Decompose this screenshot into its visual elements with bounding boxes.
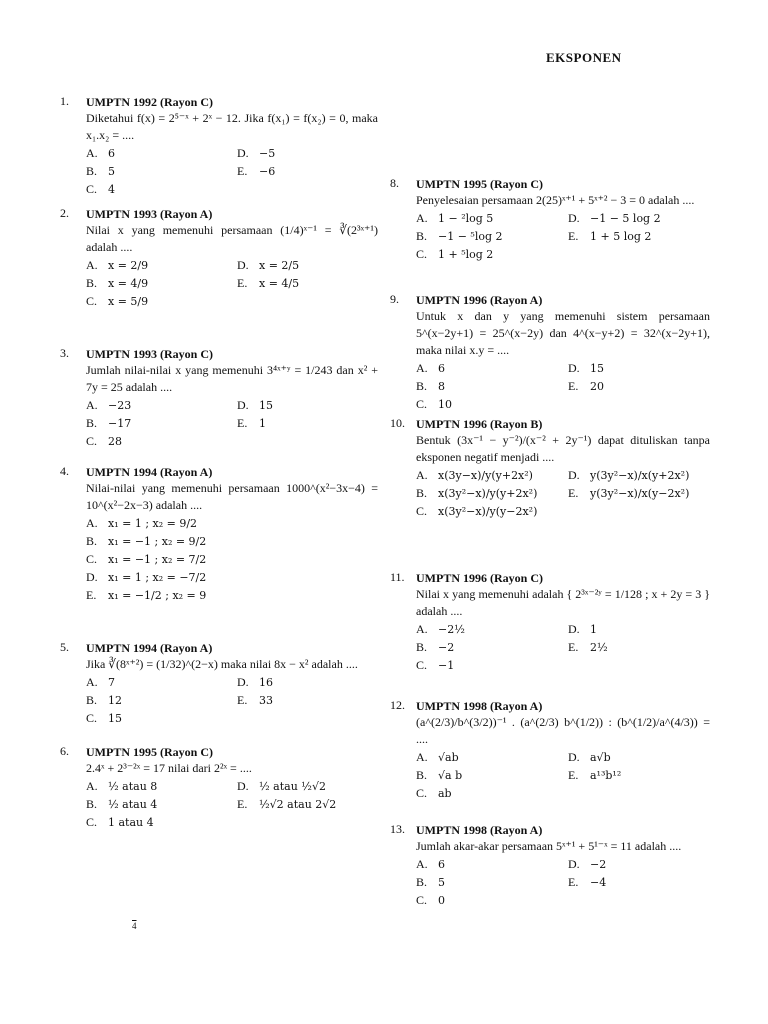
option-value: x = 4/5 [259, 277, 300, 290]
option-value: y(3y²−x)/x(y−2x²) [590, 487, 690, 500]
question-item [390, 292, 710, 413]
option-value: −1 − ⁵log 2 [438, 230, 503, 243]
option-letter: A. [416, 211, 428, 225]
option-letter: A. [86, 146, 98, 160]
question-body [86, 94, 378, 198]
option-letter: B. [86, 534, 98, 548]
option-letter: A. [416, 468, 428, 482]
question-body [416, 822, 710, 909]
answer-option [416, 874, 558, 891]
option-value: 0 [438, 894, 445, 907]
answer-option [416, 767, 558, 784]
answer-option [237, 145, 378, 162]
option-value: 6 [108, 147, 115, 160]
question-source: UMPTN 1995 (Rayon C) [86, 745, 213, 759]
option-letter: C. [86, 434, 98, 448]
question-item [60, 94, 378, 198]
option-list [416, 856, 710, 909]
option-value: 7 [108, 676, 115, 689]
question-text: Jika ∛(8ˣ⁺²) = (1/32)^(2−x) maka nilai 8x − x² adalah .... [86, 657, 358, 671]
question-item [390, 822, 710, 909]
question-source: UMPTN 1995 (Rayon C) [416, 177, 543, 191]
option-value: 28 [108, 435, 122, 448]
answer-option [416, 657, 558, 674]
option-value: x = 2/9 [108, 259, 149, 272]
option-letter: B. [86, 693, 98, 707]
option-value: a¹³b¹² [590, 769, 622, 782]
question-item [390, 570, 710, 674]
question-number: 10. [390, 416, 405, 430]
option-list [416, 467, 710, 520]
option-value: 20 [590, 380, 604, 393]
option-letter: A. [416, 857, 428, 871]
option-list [86, 257, 378, 310]
option-list [86, 145, 378, 198]
question-text: Jumlah akar-akar persamaan 5ˣ⁺¹ + 5¹⁻ˣ = 11 adalah .... [416, 839, 682, 853]
answer-option [86, 814, 227, 831]
option-letter: E. [237, 164, 248, 178]
option-value: 1 atau 4 [108, 816, 154, 829]
question-item [60, 464, 378, 604]
answer-option [86, 397, 227, 414]
option-value: 10 [438, 398, 452, 411]
option-value: 1 [259, 417, 266, 430]
option-letter: D. [237, 675, 249, 689]
question-source: UMPTN 1996 (Rayon B) [416, 417, 543, 431]
option-value: −6 [259, 165, 276, 178]
answer-option [568, 874, 710, 891]
option-letter: D. [237, 398, 249, 412]
option-value: 15 [108, 712, 122, 725]
option-letter: B. [416, 875, 428, 889]
answer-option [416, 396, 558, 413]
question-body [416, 698, 710, 802]
option-letter: B. [416, 379, 428, 393]
answer-option [86, 587, 378, 604]
answer-option [237, 163, 378, 180]
option-value: x = 4/9 [108, 277, 149, 290]
question-item [390, 698, 710, 802]
option-value: 1 + ⁵log 2 [438, 248, 494, 261]
answer-option [416, 785, 558, 802]
answer-option [568, 467, 710, 484]
option-letter: D. [237, 258, 249, 272]
option-value: −2 [438, 641, 455, 654]
question-source: UMPTN 1994 (Rayon A) [86, 465, 213, 479]
answer-option [237, 692, 378, 709]
option-letter: A. [86, 675, 98, 689]
option-letter: B. [86, 416, 98, 430]
question-body [416, 416, 710, 520]
question-body [86, 464, 378, 604]
answer-option [237, 796, 378, 813]
answer-option [416, 485, 558, 502]
option-value: 1 + 5 log 2 [590, 230, 652, 243]
question-item [60, 744, 378, 831]
option-list [416, 749, 710, 802]
option-letter: E. [86, 588, 97, 602]
answer-option [86, 551, 378, 568]
option-letter: C. [416, 786, 428, 800]
answer-option [86, 515, 378, 532]
answer-option [568, 621, 710, 638]
option-letter: D. [568, 750, 580, 764]
option-letter: C. [416, 397, 428, 411]
option-value: −1 − 5 log 2 [590, 212, 661, 225]
question-number: 2. [60, 206, 69, 220]
option-letter: D. [568, 857, 580, 871]
question-source: UMPTN 1996 (Rayon A) [416, 293, 543, 307]
answer-option [86, 163, 227, 180]
question-text: (a^(2/3)/b^(3/2))⁻¹ . (a^(2/3) b^(1/2)) : (b^(1/2)/a^(4/3)) = .... [416, 715, 710, 746]
option-letter: C. [416, 247, 428, 261]
answer-option [86, 674, 227, 691]
question-text: Penyelesaian persamaan 2(25)ˣ⁺¹ + 5ˣ⁺² − 3 = 0 adalah .... [416, 193, 695, 207]
question-number: 3. [60, 346, 69, 360]
answer-option [416, 467, 558, 484]
option-letter: A. [86, 398, 98, 412]
answer-option [568, 485, 710, 502]
question-source: UMPTN 1994 (Rayon A) [86, 641, 213, 655]
option-value: y(3y²−x)/x(y+2x²) [590, 469, 690, 482]
question-item [390, 176, 710, 263]
option-letter: A. [86, 779, 98, 793]
option-letter: E. [237, 693, 248, 707]
option-letter: D. [568, 211, 580, 225]
question-source: UMPTN 1993 (Rayon A) [86, 207, 213, 221]
answer-option [568, 639, 710, 656]
option-value: a√b [590, 751, 611, 764]
option-letter: C. [86, 294, 98, 308]
question-source: UMPTN 1993 (Rayon C) [86, 347, 213, 361]
answer-option [237, 257, 378, 274]
answer-option [416, 210, 558, 227]
question-number: 9. [390, 292, 399, 306]
question-item [60, 346, 378, 450]
option-value: x₁ = 1 ; x₂ = −7/2 [108, 571, 207, 584]
option-value: ab [438, 787, 452, 800]
option-letter: C. [86, 815, 98, 829]
answer-option [416, 228, 558, 245]
answer-option [568, 228, 710, 245]
question-text: Nilai x yang memenuhi adalah { 2³ˣ⁻²ʸ = 1/128 ; x + 2y = 3 } adalah .... [416, 587, 710, 618]
option-letter: E. [568, 486, 579, 500]
option-value: −5 [259, 147, 276, 160]
option-value: −2 [590, 858, 607, 871]
option-letter: C. [86, 552, 98, 566]
option-letter: A. [416, 361, 428, 375]
option-letter: B. [416, 486, 428, 500]
option-value: x₁ = −1 ; x₂ = 9/2 [108, 535, 207, 548]
option-letter: D. [237, 146, 249, 160]
question-number: 12. [390, 698, 405, 712]
answer-option [416, 378, 558, 395]
option-value: ½√2 atau 2√2 [259, 798, 337, 811]
option-value: 6 [438, 362, 445, 375]
option-value: x(3y²−x)/y(y+2x²) [438, 487, 538, 500]
option-value: 6 [438, 858, 445, 871]
answer-option [86, 796, 227, 813]
question-item [60, 640, 378, 727]
question-number: 4. [60, 464, 69, 478]
answer-option [568, 767, 710, 784]
option-letter: C. [416, 504, 428, 518]
question-body [86, 640, 378, 727]
answer-option [86, 569, 378, 586]
answer-option [568, 210, 710, 227]
option-value: x₁ = −1/2 ; x₂ = 9 [108, 589, 207, 602]
option-value: x = 2/5 [259, 259, 300, 272]
answer-option [86, 533, 378, 550]
option-value: ½ atau ½√2 [259, 780, 326, 793]
answer-option [416, 892, 558, 909]
question-number: 11. [390, 570, 405, 584]
question-body [416, 292, 710, 413]
question-source: UMPTN 1998 (Rayon A) [416, 823, 543, 837]
question-item [390, 416, 710, 520]
option-letter: D. [568, 468, 580, 482]
option-letter: D. [237, 779, 249, 793]
option-value: √ab [438, 751, 459, 764]
option-list [416, 621, 710, 674]
option-letter: A. [86, 258, 98, 272]
option-letter: A. [416, 750, 428, 764]
question-number: 5. [60, 640, 69, 654]
question-source: UMPTN 1998 (Rayon A) [416, 699, 543, 713]
option-letter: C. [416, 658, 428, 672]
option-letter: B. [86, 164, 98, 178]
option-value: 1 [590, 623, 597, 636]
answer-option [237, 397, 378, 414]
answer-option [86, 257, 227, 274]
answer-option [237, 415, 378, 432]
option-value: 8 [438, 380, 445, 393]
option-letter: C. [86, 711, 98, 725]
option-value: −23 [108, 399, 132, 412]
answer-option [237, 778, 378, 795]
option-value: 12 [108, 694, 122, 707]
option-value: x₁ = 1 ; x₂ = 9/2 [108, 517, 198, 530]
answer-option [568, 360, 710, 377]
option-letter: E. [568, 379, 579, 393]
question-body [86, 206, 378, 310]
option-list [86, 778, 378, 831]
answer-option [86, 181, 227, 198]
option-value: √a b [438, 769, 463, 782]
option-letter: E. [568, 229, 579, 243]
option-value: 15 [259, 399, 273, 412]
option-letter: E. [568, 768, 579, 782]
option-list [86, 515, 378, 604]
option-letter: B. [416, 768, 428, 782]
option-list [416, 210, 710, 263]
answer-option [416, 856, 558, 873]
answer-option [237, 275, 378, 292]
option-letter: B. [86, 276, 98, 290]
answer-option [568, 856, 710, 873]
option-letter: E. [568, 875, 579, 889]
option-value: 16 [259, 676, 273, 689]
answer-option [568, 749, 710, 766]
question-text: Nilai x yang memenuhi persamaan (1/4)ˣ⁻¹ = ∛(2³ˣ⁺¹) adalah .... [86, 223, 378, 254]
answer-option [416, 639, 558, 656]
question-source: UMPTN 1992 (Rayon C) [86, 95, 213, 109]
question-text: Diketahui f(x) = 2⁵⁻ˣ + 2ˣ − 12. Jika f(x₁) = f(x₂) = 0, maka x₁.x₂ = .... [86, 111, 378, 142]
option-letter: B. [416, 640, 428, 654]
option-value: −2½ [438, 623, 465, 636]
option-letter: D. [568, 622, 580, 636]
question-source: UMPTN 1996 (Rayon C) [416, 571, 543, 585]
answer-option [86, 692, 227, 709]
answer-option [416, 503, 558, 520]
question-text: Nilai-nilai yang memenuhi persamaan 1000^(x²−3x−4) = 10^(x²−2x−3) adalah .... [86, 481, 378, 512]
option-letter: B. [86, 797, 98, 811]
question-number: 6. [60, 744, 69, 758]
question-body [416, 570, 710, 674]
answer-option [86, 293, 227, 310]
option-value: −17 [108, 417, 132, 430]
question-number: 8. [390, 176, 399, 190]
question-text: Untuk x dan y yang memenuhi sistem persamaan 5^(x−2y+1) = 25^(x−2y) dan 4^(x−y+2) = 32^(x−2y+1), maka nilai x.y = .... [416, 309, 710, 357]
option-value: x(3y−x)/y(y+2x²) [438, 469, 533, 482]
option-value: ½ atau 8 [108, 780, 158, 793]
question-body [416, 176, 710, 263]
option-value: 5 [438, 876, 445, 889]
option-letter: D. [568, 361, 580, 375]
question-text: Bentuk (3x⁻¹ − y⁻²)/(x⁻² + 2y⁻¹) dapat dituliskan tanpa eksponen negatif menjadi .... [416, 433, 710, 464]
answer-option [86, 275, 227, 292]
answer-option [86, 415, 227, 432]
option-value: 1 − ²log 5 [438, 212, 494, 225]
option-value: ½ atau 4 [108, 798, 158, 811]
answer-option [416, 621, 558, 638]
option-letter: C. [416, 893, 428, 907]
option-value: 2½ [590, 641, 608, 654]
option-value: 33 [259, 694, 273, 707]
question-text: 2.4ˣ + 2³⁻²ˣ = 17 nilai dari 2²ˣ = .... [86, 761, 252, 775]
option-letter: E. [568, 640, 579, 654]
option-list [416, 360, 710, 413]
option-letter: A. [86, 516, 98, 530]
question-body [86, 346, 378, 450]
answer-option [416, 246, 558, 263]
option-value: x₁ = −1 ; x₂ = 7/2 [108, 553, 207, 566]
page-number: 4 [132, 921, 137, 931]
option-letter: B. [416, 229, 428, 243]
answer-option [568, 378, 710, 395]
option-letter: C. [86, 182, 98, 196]
option-list [86, 674, 378, 727]
answer-option [86, 433, 227, 450]
question-text: Jumlah nilai-nilai x yang memenuhi 3⁴ˣ⁺ʸ = 1/243 dan x² + 7y = 25 adalah .... [86, 363, 378, 394]
question-number: 1. [60, 94, 69, 108]
option-value: −1 [438, 659, 455, 672]
question-body [86, 744, 378, 831]
option-letter: E. [237, 276, 248, 290]
option-letter: D. [86, 570, 98, 584]
answer-option [237, 674, 378, 691]
page-title: EKSPONEN [546, 50, 622, 65]
answer-option [416, 360, 558, 377]
answer-option [86, 710, 227, 727]
option-list [86, 397, 378, 450]
answer-option [416, 749, 558, 766]
option-value: x = 5/9 [108, 295, 149, 308]
option-value: 4 [108, 183, 115, 196]
option-letter: E. [237, 416, 248, 430]
question-item [60, 206, 378, 310]
answer-option [86, 778, 227, 795]
option-letter: E. [237, 797, 248, 811]
question-number: 13. [390, 822, 405, 836]
option-letter: A. [416, 622, 428, 636]
answer-option [86, 145, 227, 162]
option-value: 15 [590, 362, 604, 375]
option-value: 5 [108, 165, 115, 178]
option-value: x(3y²−x)/y(y−2x²) [438, 505, 538, 518]
option-value: −4 [590, 876, 607, 889]
